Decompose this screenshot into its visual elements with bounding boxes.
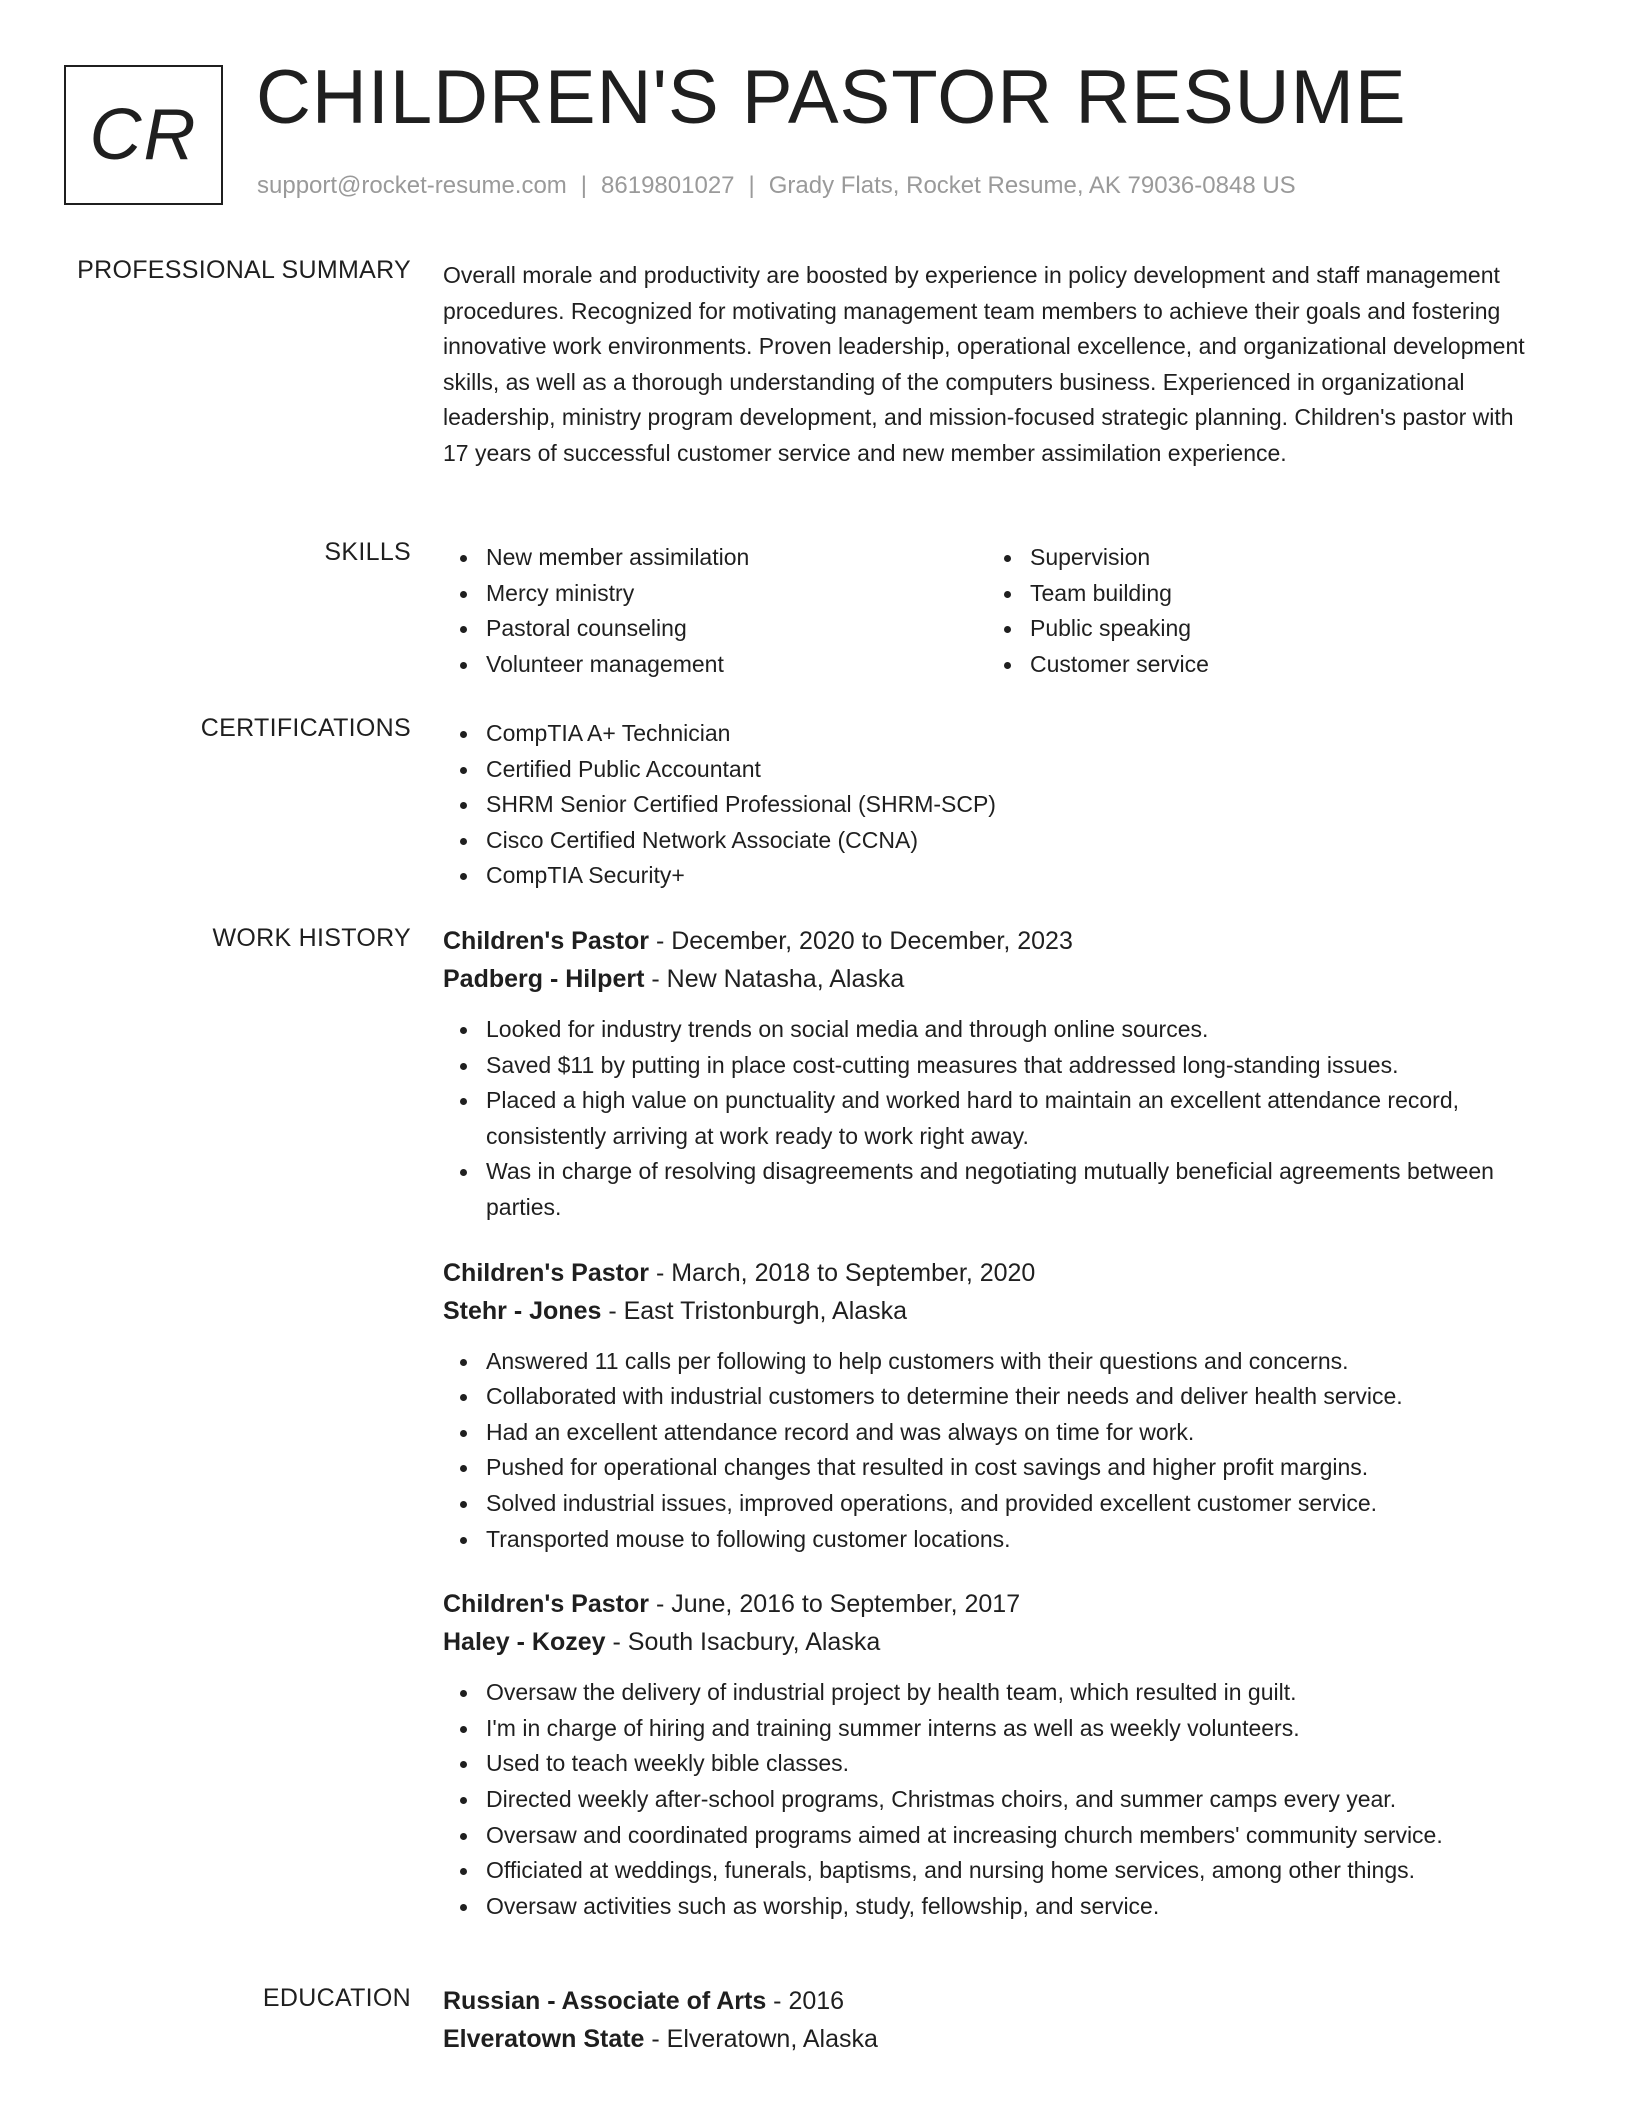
list-item: Directed weekly after-school programs, Christmas choirs, and summer camps every year. bbox=[443, 1782, 1543, 1818]
list-item: Answered 11 calls per following to help customers with their questions and concerns. bbox=[443, 1344, 1543, 1380]
summary-text: Overall morale and productivity are boosted by experience in policy development and staff management procedures. Recognized for motivating management team members to achieve their goals and fostering innovative work environments. Proven leadership, operational excellence, and organizational development skills, as well as a thorough understanding of the computers business. Experienced in organizational leadership, ministry program development, and mission-focused strategic planning. Children's pastor with 17 years of successful customer service and new member assimilation experience. bbox=[443, 262, 1525, 466]
list-item: Collaborated with industrial customers to determine their needs and deliver health service. bbox=[443, 1379, 1543, 1415]
job-title: Children's Pastor bbox=[443, 927, 649, 955]
job-location: - South Isacbury, Alaska bbox=[605, 1628, 881, 1657]
section-label: SKILLS bbox=[324, 538, 411, 566]
section-body bbox=[443, 1982, 1543, 2058]
job-company: Haley - Kozey bbox=[443, 1628, 606, 1657]
education-degree-line bbox=[443, 1982, 1543, 2020]
list-item: Was in charge of resolving disagreements and negotiating mutually beneficial agreements between parties. bbox=[443, 1154, 1543, 1225]
list-item: Solved industrial issues, improved operations, and provided excellent customer service. bbox=[443, 1486, 1543, 1522]
list-item: New member assimilation bbox=[443, 540, 987, 576]
skills-list-right bbox=[987, 540, 1531, 682]
job-bullets bbox=[443, 1675, 1543, 1924]
job-dates: - March, 2018 to September, 2020 bbox=[649, 1258, 1036, 1287]
section-body bbox=[443, 258, 1543, 472]
list-item: Customer service bbox=[987, 647, 1531, 683]
contact-address: Grady Flats, Rocket Resume, AK 79036-0848 US bbox=[768, 172, 1296, 199]
job-title: Children's Pastor bbox=[443, 1590, 649, 1619]
job-dates: - December, 2020 to December, 2023 bbox=[649, 927, 1073, 955]
job-entry bbox=[443, 1254, 1543, 1558]
job-bullets bbox=[443, 1012, 1543, 1226]
list-item: CompTIA A+ Technician bbox=[443, 716, 1543, 752]
monogram-logo: CR bbox=[64, 65, 223, 205]
list-item: Oversaw the delivery of industrial project by health team, which resulted in guilt. bbox=[443, 1675, 1543, 1711]
job-location: - East Tristonburgh, Alaska bbox=[601, 1296, 908, 1325]
list-item: Used to teach weekly bible classes. bbox=[443, 1746, 1543, 1782]
education-school: Elveratown State bbox=[443, 2025, 645, 2053]
list-item: Looked for industry trends on social media and through online sources. bbox=[443, 1012, 1543, 1048]
job-company-line bbox=[443, 1623, 1543, 1661]
list-item: Transported mouse to following customer locations. bbox=[443, 1522, 1543, 1558]
education-year: - 2016 bbox=[766, 1987, 845, 2015]
job-entry bbox=[443, 922, 1543, 1226]
list-item: Cisco Certified Network Associate (CCNA) bbox=[443, 823, 1543, 859]
list-item: Pastoral counseling bbox=[443, 611, 987, 647]
job-dates: - June, 2016 to September, 2017 bbox=[649, 1590, 1021, 1619]
job-title-line bbox=[443, 1585, 1543, 1623]
list-item: Placed a high value on punctuality and worked hard to maintain an excellent attendance record, consistently arriving at work ready to work right away. bbox=[443, 1083, 1543, 1154]
list-item: Public speaking bbox=[987, 611, 1531, 647]
section-body bbox=[443, 540, 1543, 682]
job-company: Stehr - Jones bbox=[443, 1296, 602, 1325]
list-item: Supervision bbox=[987, 540, 1531, 576]
education-school-line bbox=[443, 2020, 1543, 2058]
list-item: CompTIA Security+ bbox=[443, 858, 1543, 894]
job-company: Padberg - Hilpert bbox=[443, 965, 645, 993]
list-item: Saved $11 by putting in place cost-cutting measures that addressed long-standing issues. bbox=[443, 1048, 1543, 1084]
list-item: Volunteer management bbox=[443, 647, 987, 683]
contact-separator: | bbox=[748, 172, 755, 199]
job-company-line bbox=[443, 1292, 1543, 1330]
contact-phone: 8619801027 bbox=[601, 172, 735, 199]
list-item: Had an excellent attendance record and was always on time for work. bbox=[443, 1415, 1543, 1451]
section-label: EDUCATION bbox=[262, 1984, 411, 2012]
section-label: CERTIFICATIONS bbox=[200, 714, 411, 742]
resume-title: CHILDREN'S PASTOR RESUME bbox=[256, 55, 1407, 140]
contact-line bbox=[257, 172, 1296, 200]
job-title-line bbox=[443, 1254, 1543, 1292]
job-entry bbox=[443, 1585, 1543, 1924]
list-item: Officiated at weddings, funerals, baptisms, and nursing home services, among other things. bbox=[443, 1853, 1543, 1889]
education-degree: Russian - Associate of Arts bbox=[443, 1987, 767, 2015]
job-title: Children's Pastor bbox=[443, 1258, 649, 1287]
certifications-list bbox=[443, 716, 1543, 894]
section-body bbox=[443, 922, 1543, 1952]
contact-separator: | bbox=[580, 172, 588, 199]
list-item: Mercy ministry bbox=[443, 576, 987, 612]
section-label: PROFESSIONAL SUMMARY bbox=[77, 256, 411, 284]
job-company-line bbox=[443, 960, 1543, 998]
job-title-line bbox=[443, 922, 1543, 960]
skills-grid bbox=[443, 540, 1543, 682]
list-item: Team building bbox=[987, 576, 1531, 612]
list-item: Certified Public Accountant bbox=[443, 752, 1543, 788]
skills-list-left bbox=[443, 540, 987, 682]
section-body bbox=[443, 716, 1543, 894]
job-location: - New Natasha, Alaska bbox=[644, 965, 905, 993]
contact-email: support@rocket-resume.com bbox=[257, 172, 567, 199]
list-item: Oversaw activities such as worship, study, fellowship, and service. bbox=[443, 1889, 1543, 1925]
list-item: Oversaw and coordinated programs aimed at increasing church members' community service. bbox=[443, 1818, 1543, 1854]
section-label: WORK HISTORY bbox=[212, 924, 411, 952]
education-location: - Elveratown, Alaska bbox=[644, 2025, 878, 2053]
list-item: Pushed for operational changes that resulted in cost savings and higher profit margins. bbox=[443, 1450, 1543, 1486]
job-bullets bbox=[443, 1344, 1543, 1558]
list-item: I'm in charge of hiring and training summer interns as well as weekly volunteers. bbox=[443, 1711, 1543, 1747]
list-item: SHRM Senior Certified Professional (SHRM-SCP) bbox=[443, 787, 1543, 823]
